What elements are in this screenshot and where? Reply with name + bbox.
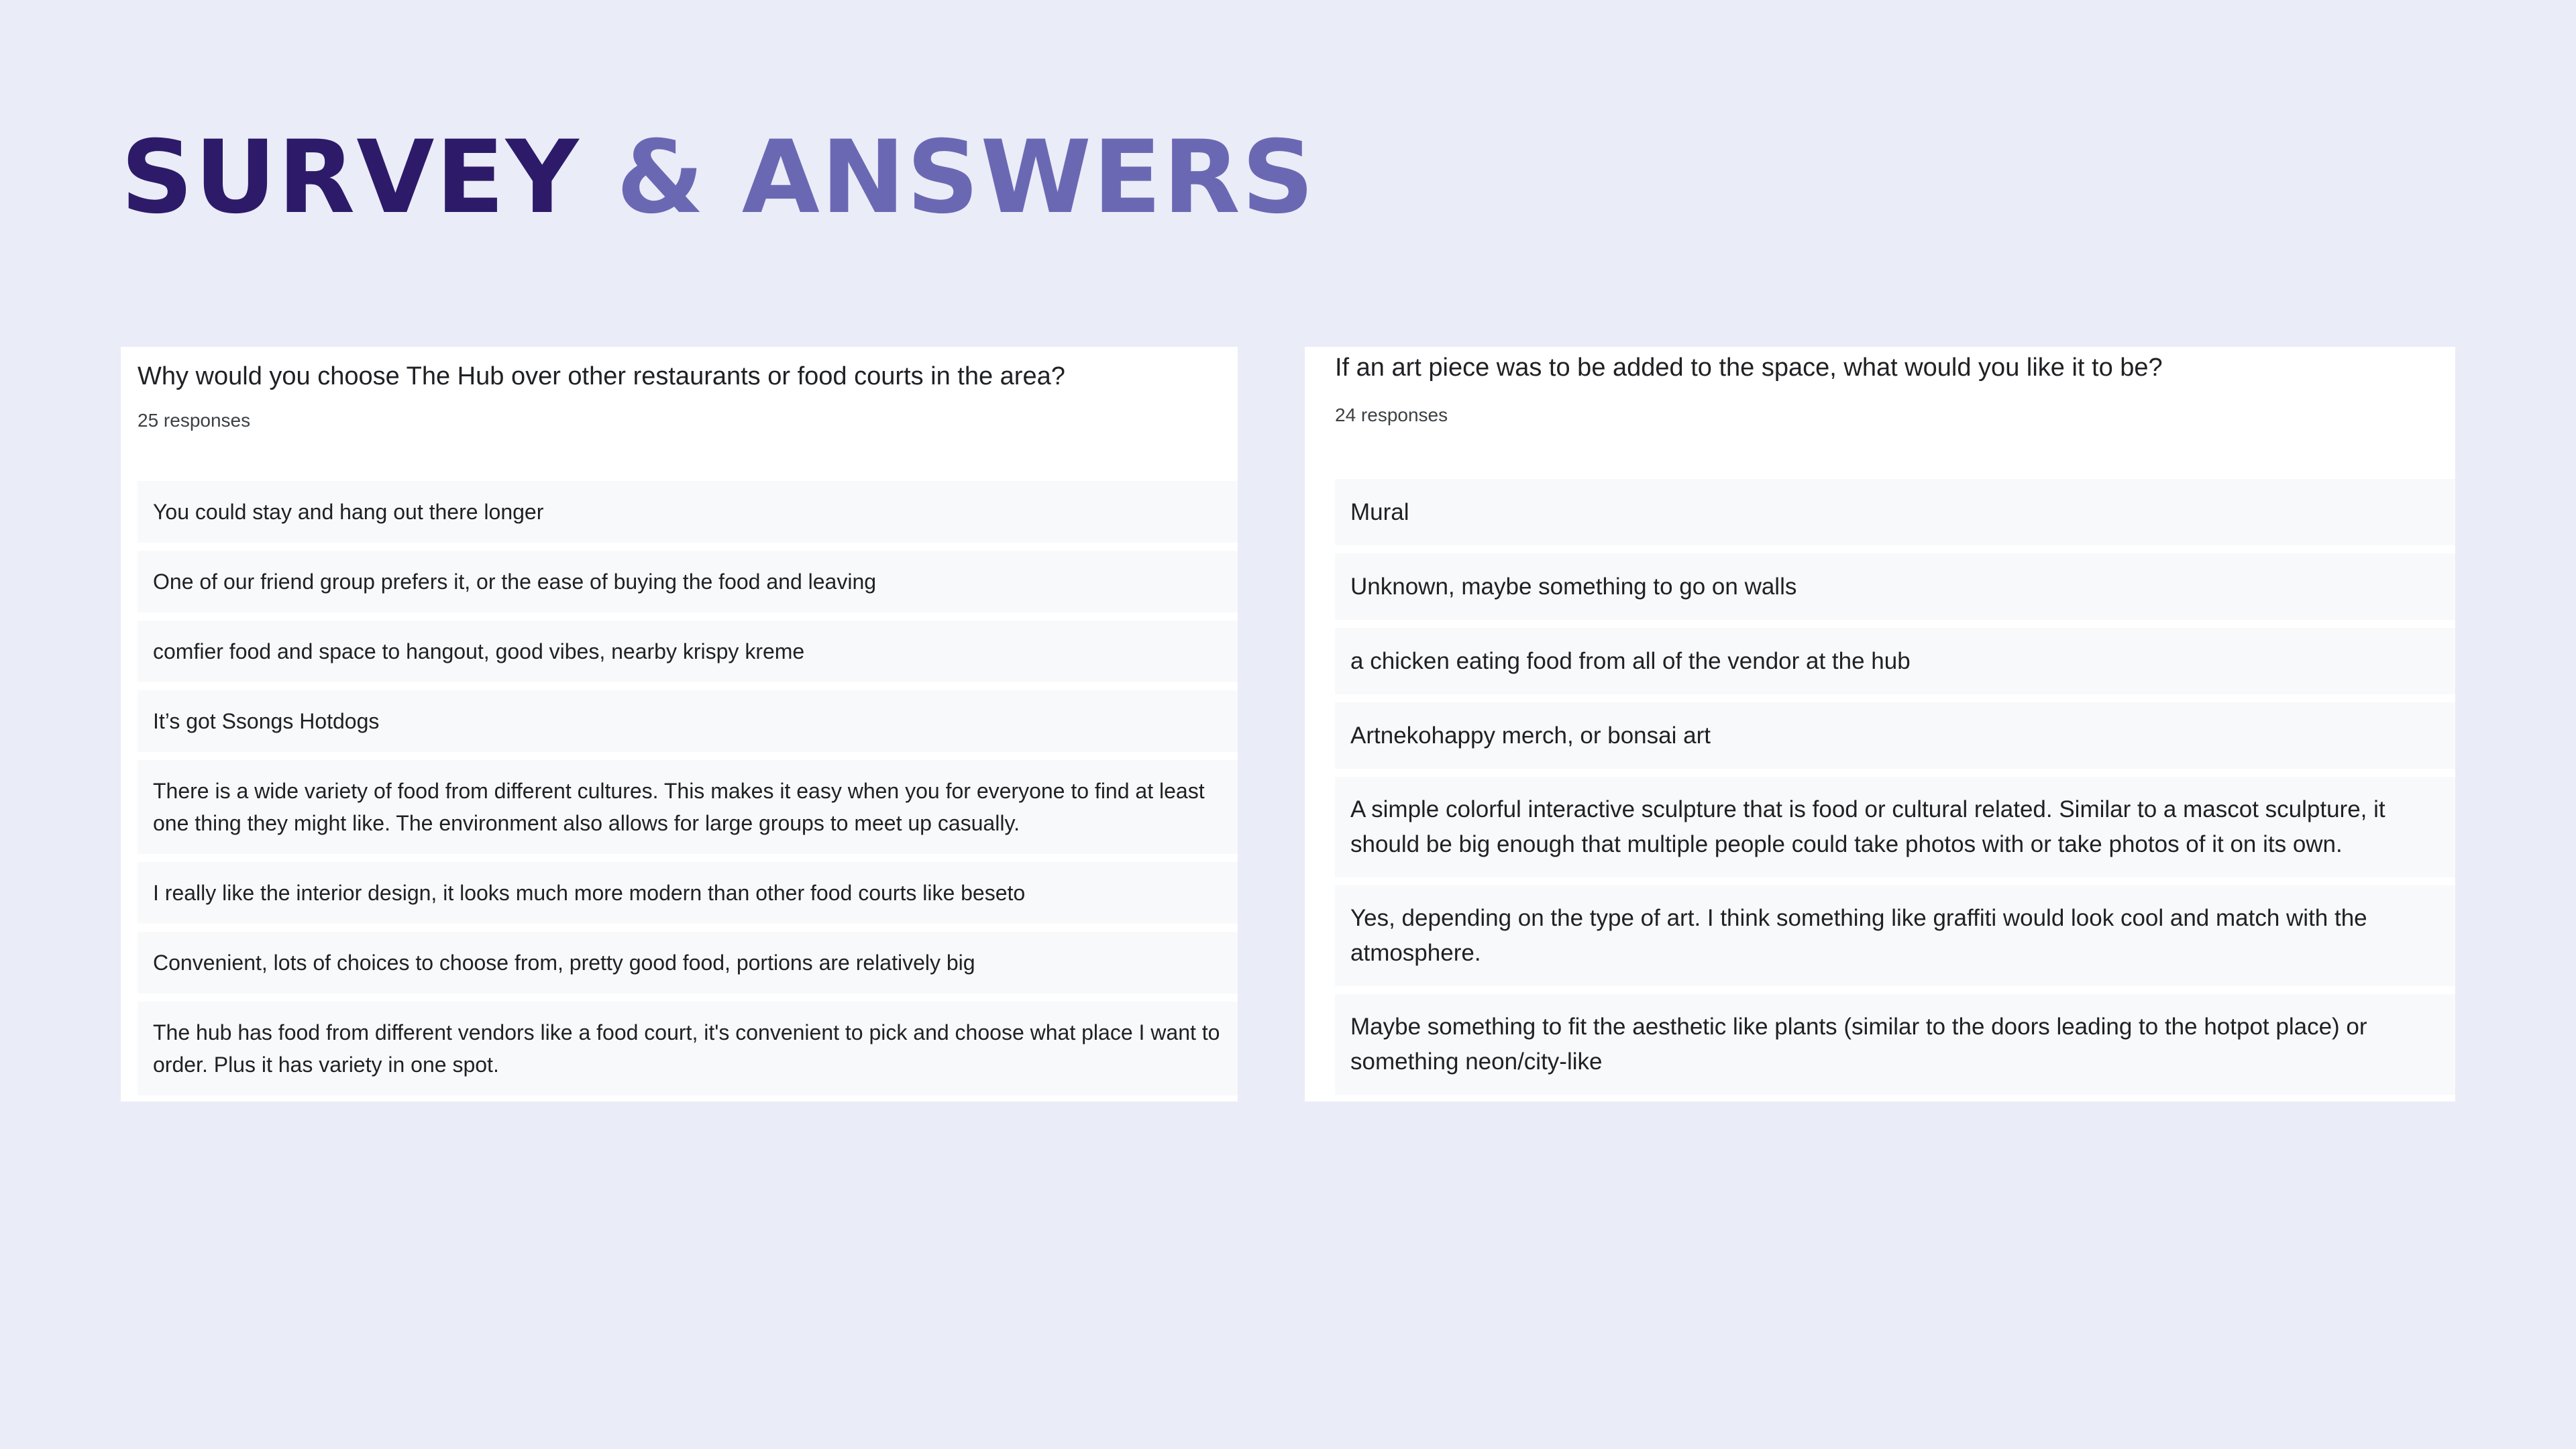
response-count: 24 responses	[1335, 405, 1448, 425]
answer-item: comfier food and space to hangout, good vibes, nearby krispy kreme	[138, 621, 1238, 682]
question-text: Why would you choose The Hub over other restaurants or food courts in the area?	[138, 362, 1065, 390]
answer-list[interactable]	[138, 481, 1238, 1095]
answer-item: There is a wide variety of food from different cultures. This makes it easy when you for everyone to find at least one thing they might like. The environment also allows for large groups to meet up casually.	[138, 760, 1238, 854]
survey-panel-art-piece	[1305, 347, 2455, 1102]
answer-item: I really like the interior design, it looks much more modern than other food courts like beseto	[138, 862, 1238, 924]
survey-panel-hub-choice	[121, 347, 1238, 1102]
answer-item: It’s got Ssongs Hotdogs	[138, 690, 1238, 752]
answer-item: Maybe something to fit the aesthetic like plants (similar to the doors leading to the hotpot place) or something neon/city-like	[1335, 994, 2455, 1095]
question-text: If an art piece was to be added to the space, what would you like it to be?	[1335, 354, 2163, 382]
answer-item: Yes, depending on the type of art. I think something like graffiti would look cool and match with the atmosphere.	[1335, 885, 2455, 986]
answer-item: You could stay and hang out there longer	[138, 481, 1238, 543]
answer-list[interactable]	[1335, 479, 2455, 1095]
answer-item: Unknown, maybe something to go on walls	[1335, 553, 2455, 620]
answer-item: Artnekohappy merch, or bonsai art	[1335, 702, 2455, 769]
answer-item: Mural	[1335, 479, 2455, 545]
answer-item: Convenient, lots of choices to choose from, pretty good food, portions are relatively big	[138, 932, 1238, 994]
page-title	[121, 119, 1316, 237]
page-title-primary: SURVEY	[121, 119, 580, 236]
answer-item: One of our friend group prefers it, or the ease of buying the food and leaving	[138, 551, 1238, 612]
response-count: 25 responses	[138, 410, 251, 431]
answer-item: a chicken eating food from all of the vendor at the hub	[1335, 628, 2455, 694]
page-title-secondary: & ANSWERS	[616, 119, 1316, 236]
answer-item: A simple colorful interactive sculpture that is food or cultural related. Similar to a mascot sculpture, it should be big enough that multiple people could take photos with or take photos of it on its own.	[1335, 777, 2455, 877]
answer-item: The hub has food from different vendors like a food court, it's convenient to pick and choose what place I want to order. Plus it has variety in one spot.	[138, 1002, 1238, 1095]
